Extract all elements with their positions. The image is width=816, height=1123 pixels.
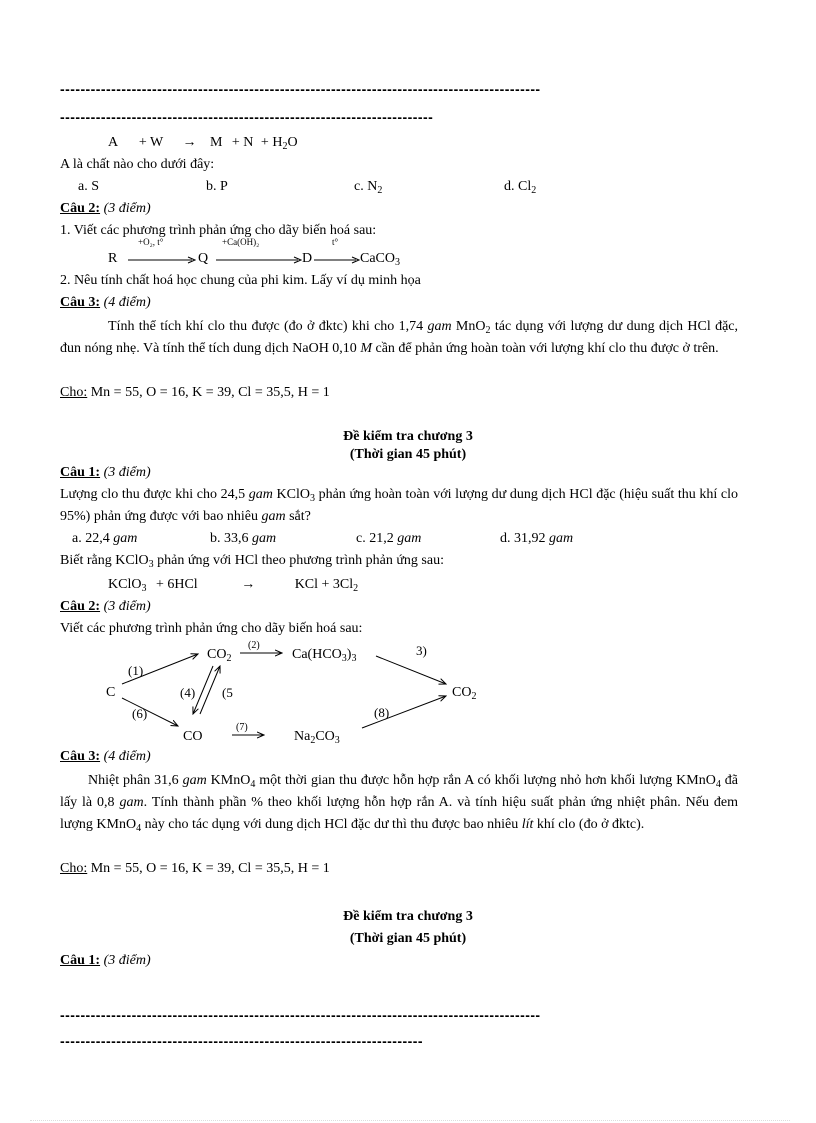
t2-q3-paragraph	[60, 770, 738, 836]
t2-q3-gam: gam	[182, 773, 207, 788]
t2-q1-gam: gam	[248, 487, 273, 502]
test3-title: Đề kiểm tra chương 3	[343, 909, 473, 924]
reaction-a-line	[108, 132, 298, 154]
test2-time: (Thời gian 45 phút)	[349, 447, 467, 462]
reaction-m: M	[209, 135, 223, 150]
scheme-label-1: (1)	[128, 663, 144, 678]
chain-d: D	[302, 251, 313, 266]
t2-q1-points: (3 điểm)	[103, 465, 151, 480]
t2-equation	[108, 574, 408, 596]
scheme-label-2: (2)	[248, 640, 260, 651]
t2-eq-lhs-sub: 3	[141, 583, 147, 594]
scheme-cahco3-main: Ca(HCO	[292, 647, 342, 662]
t2-q1-option-d	[500, 528, 573, 550]
q1-option-b: b. P	[206, 179, 228, 194]
q3-p3: tác dụng với lượng dư dung dịch HCl đặc, đun nóng nhẹ. Và tính thể tích dung dịch NaOH 0,10	[60, 319, 738, 356]
t2-q2-label: Câu 2:	[60, 599, 101, 614]
scheme-na2co3-sub1: 2	[310, 735, 316, 746]
t2-know-p2: phản ứng với HCl theo phương trình phản ứng sau:	[153, 553, 444, 568]
q1-option-a: a. S	[78, 179, 99, 194]
chain-cond-1: +O₂, t°	[138, 237, 164, 247]
q3-label: Câu 3:	[60, 295, 101, 310]
scheme-co2-final	[452, 682, 476, 704]
scheme-na2co3-b: CO	[315, 729, 335, 744]
scheme-cahco3	[292, 644, 356, 666]
t2-q3-label: Câu 3:	[60, 749, 101, 764]
scheme-co2-main: CO	[207, 647, 227, 662]
scheme-na2co3	[294, 726, 340, 748]
q3-m: M	[360, 341, 372, 356]
scheme-label-8: (8)	[374, 705, 390, 720]
scheme-c: C	[106, 685, 116, 700]
q3-gam: gam	[427, 319, 452, 334]
test3-time: (Thời gian 45 phút)	[349, 931, 467, 946]
arrow-6	[122, 698, 178, 726]
q2-heading	[60, 198, 151, 220]
footer-dotted-line	[30, 1120, 790, 1121]
t2-q1-option-c	[356, 528, 421, 550]
scheme-cahco3-sub: 3	[341, 653, 347, 664]
scheme-co: CO	[183, 729, 203, 744]
q2-points: (3 điểm)	[103, 201, 151, 216]
t2-opt-a-unit: gam	[113, 531, 138, 546]
t2-q3-p7: khí clo (đo ở đktc).	[533, 817, 645, 832]
t2-eq-plus: + 6HCl	[155, 577, 198, 592]
separator-top-2: -------------------------------------------------------------------------	[60, 109, 434, 125]
separator-bottom-1: ----------------------------------------------------------------------------------------------	[60, 1007, 541, 1023]
t2-q3-sub2: 4	[715, 779, 721, 790]
given-line-1	[60, 382, 330, 404]
t2-q3-p1: Nhiệt phân 31,6	[88, 773, 183, 788]
scheme-na2co3-sub2: 3	[334, 735, 340, 746]
t2-q3-sub: 4	[250, 779, 256, 790]
reaction-a: A	[108, 135, 118, 150]
q2-label: Câu 2:	[60, 201, 101, 216]
h2o-o: O	[287, 135, 298, 150]
q2-item1: 1. Viết các phương trình phản ứng cho dãy biến hoá sau:	[60, 223, 377, 238]
t2-q1-option-b	[210, 528, 276, 550]
t2-opt-d-unit: gam	[549, 531, 574, 546]
q1-text: A là chất nào cho dưới đây:	[60, 157, 215, 172]
t2-know-sub: 3	[148, 559, 154, 570]
given-values-1: Mn = 55, O = 16, K = 39, Cl = 35,5, H = 1	[87, 385, 330, 400]
t2-q2-points: (3 điểm)	[103, 599, 151, 614]
q1-option-c-sub: 2	[377, 185, 383, 196]
q2-item2: 2. Nêu tính chất hoá học chung của phi kim. Lấy ví dụ minh họa	[60, 273, 421, 288]
reaction-plus-n: + N	[231, 135, 254, 150]
t2-q1-p3: phản ứng hoàn toàn với lượng dư dung dịch HCl đặc (hiệu suất thu khí clo 95%) phản ứng được với bao nhiêu	[60, 487, 738, 524]
scheme-co2	[207, 644, 231, 666]
scheme-label-7: (7)	[236, 722, 248, 733]
chain-r: R	[108, 251, 118, 266]
given-label-2: Cho:	[60, 861, 88, 876]
t2-q1-heading	[60, 462, 151, 484]
t2-q3-heading	[60, 746, 151, 768]
t2-q3-points: (4 điểm)	[103, 749, 151, 764]
h2o-sub: 2	[282, 141, 288, 152]
t2-q3-p3: một thời gian thu được hỗn hợp rắn A có khối lượng nhỏ hơn khối lượng KMnO	[255, 773, 716, 788]
t2-q3-p6: này cho tác dụng với dung dịch HCl đặc dư thì thu được bao nhiêu	[141, 817, 522, 832]
q3-points: (4 điểm)	[103, 295, 151, 310]
t2-q3-p2: KMnO	[206, 773, 251, 788]
arrow-3	[376, 656, 446, 684]
t2-q3-sub3: 4	[136, 823, 142, 834]
t2-opt-c-text: c. 21,2	[356, 531, 398, 546]
t3-q1-heading	[60, 950, 151, 972]
scheme-co2b-sub: 2	[471, 691, 477, 702]
t2-opt-a-text: a. 22,4	[72, 531, 114, 546]
scheme-label-3: 3)	[416, 643, 427, 658]
t2-eq-rhs-sub: 2	[353, 583, 359, 594]
t2-eq-lhs: KClO	[108, 577, 142, 592]
t2-q1-gam2: gam	[261, 509, 286, 524]
t2-q1-option-a	[72, 528, 137, 550]
scheme-co2-sub: 2	[226, 653, 232, 664]
t2-opt-b-unit: gam	[252, 531, 277, 546]
scheme-label-5: (5	[222, 685, 233, 700]
q3-heading	[60, 292, 151, 314]
scheme-na2co3-a: Na	[294, 729, 311, 744]
q3-p2: MnO	[451, 319, 486, 334]
t2-know-p1: Biết rằng KClO	[60, 553, 149, 568]
t2-q3-p5: . Tính thành phần % theo khối lượng hỗn hợp rắn A. và tính hiệu suất phản ứng nhiệt phân. Nếu đem lượng KMnO	[60, 795, 738, 832]
t2-eq-rhs: KCl + 3Cl	[294, 577, 354, 592]
t2-q1-p4: sắt?	[285, 509, 311, 524]
t2-opt-d-text: d. 31,92	[500, 531, 549, 546]
q1-option-d-sub: 2	[531, 185, 537, 196]
t2-q1-p1: Lượng clo thu được khi cho 24,5	[60, 487, 249, 502]
scheme-cahco3-sub2: 3	[351, 653, 357, 664]
test2-title: Đề kiểm tra chương 3	[343, 429, 473, 444]
chain-caco3	[360, 248, 400, 270]
t2-q3-gam2: gam	[119, 795, 144, 810]
chain-cond-3: t°	[332, 237, 339, 247]
reaction-arrow: →	[182, 135, 197, 150]
t2-q1-label: Câu 1:	[60, 465, 101, 480]
t2-q1-p2: KClO	[272, 487, 310, 502]
q3-paragraph	[60, 316, 738, 360]
q1-option-d	[504, 176, 536, 198]
chain-cond-2: +Ca(OH)₂	[222, 237, 260, 247]
chain-q: Q	[198, 251, 209, 266]
scheme-co2b-main: CO	[452, 685, 472, 700]
scheme-label-4: (4)	[180, 685, 196, 700]
t2-opt-c-unit: gam	[397, 531, 422, 546]
separator-bottom-2: -----------------------------------------------------------------------	[60, 1033, 423, 1049]
scheme-cahco3-end: )	[346, 647, 352, 662]
t2-q1-sub: 3	[309, 493, 315, 504]
q1-option-c	[354, 176, 382, 198]
scheme-label-6: (6)	[132, 706, 148, 721]
t2-q1-paragraph	[60, 484, 738, 528]
separator-top-1: ----------------------------------------------------------------------------------------------	[60, 81, 541, 97]
t2-q3-p4: đã lấy là 0,8	[60, 773, 738, 810]
chain-arrow-3	[314, 256, 360, 264]
q1-option-c-main: c. N	[354, 179, 378, 194]
reaction-plus-h: + H	[260, 135, 283, 150]
t3-q1-label: Câu 1:	[60, 953, 101, 968]
q3-p4: cần để phản ứng hoàn toàn với lượng khí clo thu được ở trên.	[371, 341, 719, 356]
t2-know	[60, 550, 444, 572]
q1-option-d-main: d. Cl	[504, 179, 532, 194]
given-values-2: Mn = 55, O = 16, K = 39, Cl = 35,5, H = 1	[87, 861, 330, 876]
given-label-1: Cho:	[60, 385, 88, 400]
chain-caco3-sub: 3	[395, 257, 400, 268]
given-line-2	[60, 858, 330, 880]
t3-q1-points: (3 điểm)	[103, 953, 151, 968]
chain-arrow-2	[216, 256, 302, 264]
t2-q2-text: Viết các phương trình phản ứng cho dãy biến hoá sau:	[60, 621, 363, 636]
t2-q2-heading	[60, 596, 151, 618]
chain-caco3-main: CaCO	[360, 251, 395, 266]
q3-sub: 2	[485, 325, 491, 336]
q3-p1: Tính thể tích khí clo thu được (đo ở đktc) khi cho 1,74	[108, 319, 428, 334]
t2-q3-lit: lít	[521, 817, 534, 832]
chain-arrow-1	[128, 256, 196, 264]
reaction-plus-w: + W	[138, 135, 163, 150]
t2-opt-b-text: b. 33,6	[210, 531, 252, 546]
t2-eq-arrow: →	[241, 577, 256, 592]
